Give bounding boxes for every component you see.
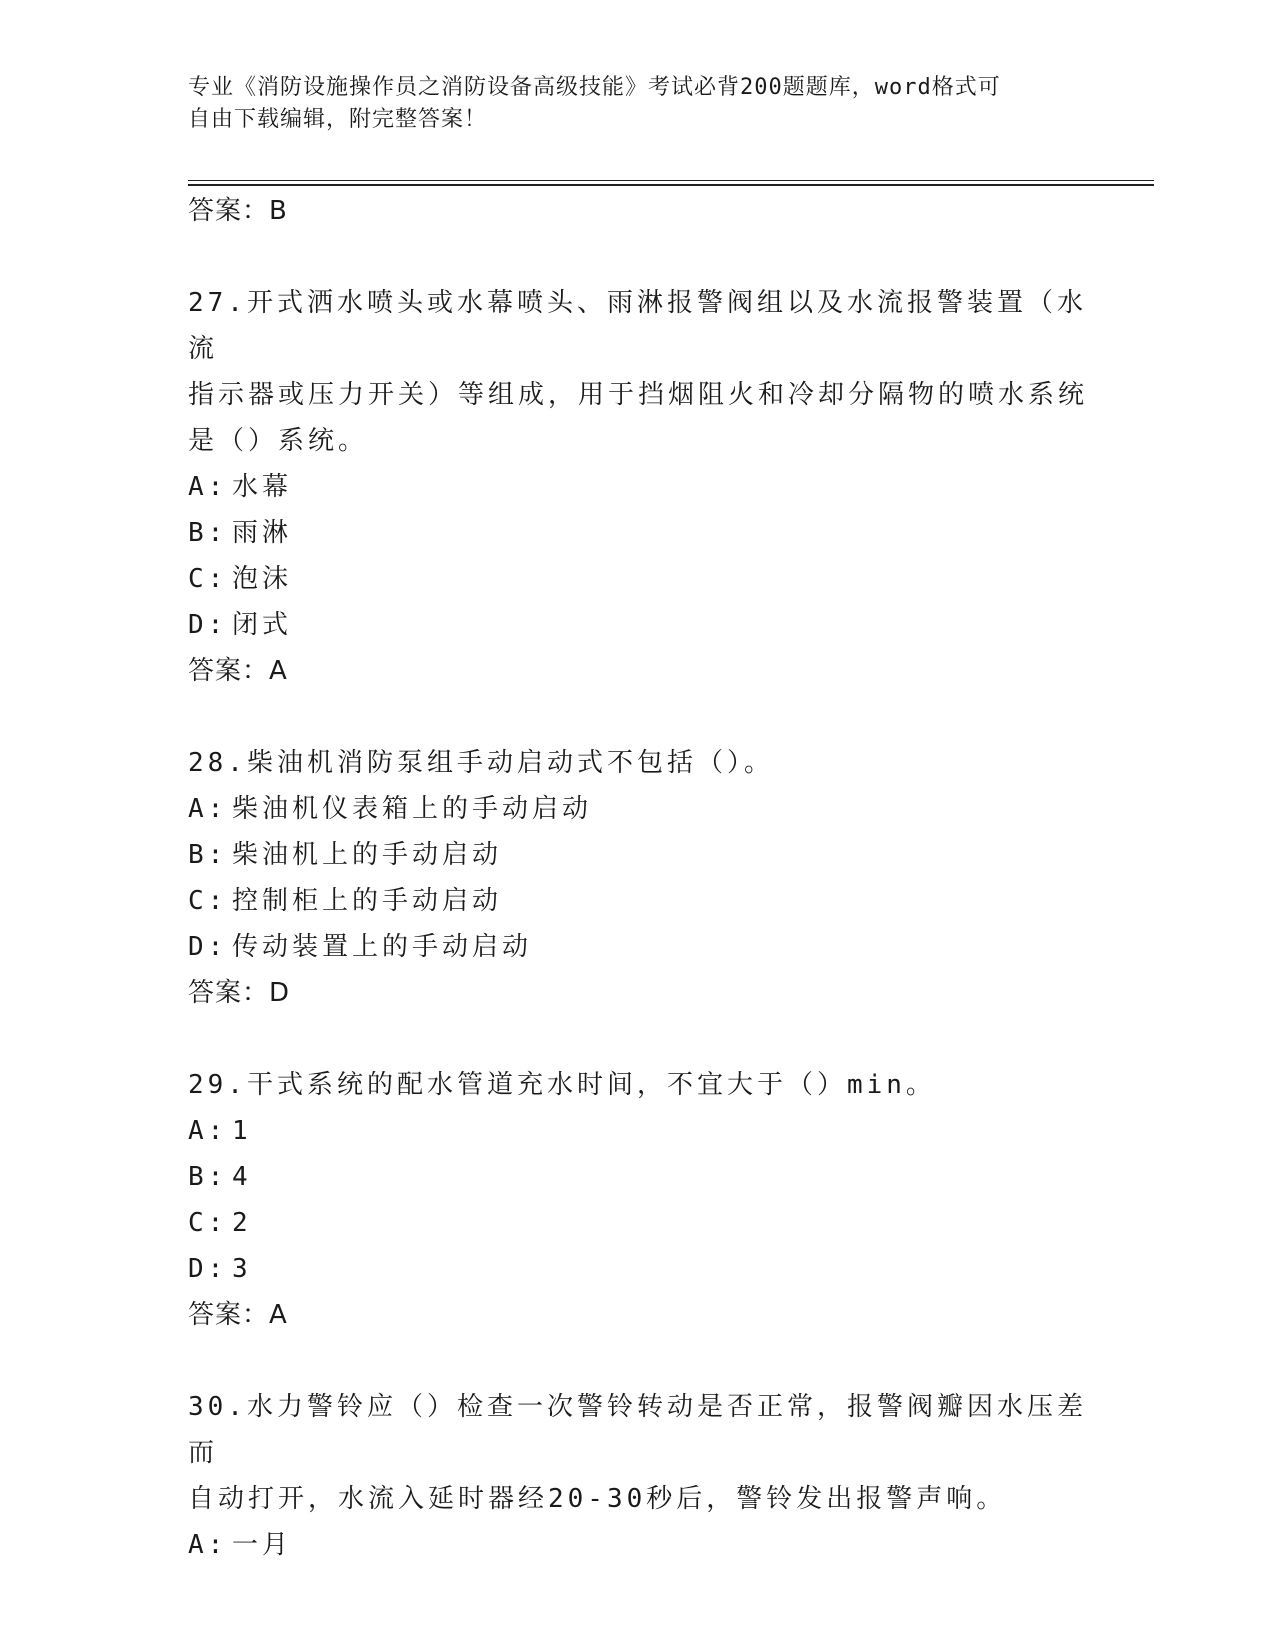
option-text: 泡沫 bbox=[232, 564, 293, 594]
option-text: 闭式 bbox=[232, 610, 293, 640]
answer: 答案：A bbox=[188, 1300, 288, 1330]
answer: 答案：A bbox=[188, 656, 288, 686]
option-d bbox=[188, 924, 1088, 970]
option-text: 一月 bbox=[232, 1530, 293, 1560]
option-letter: C: bbox=[188, 1208, 228, 1238]
document-header bbox=[188, 72, 1088, 136]
option-text: 2 bbox=[232, 1208, 252, 1238]
question-stem-line: 指示器或压力开关）等组成，用于挡烟阻火和冷却分隔物的喷水系统 bbox=[188, 380, 1089, 410]
option-a bbox=[188, 1522, 1088, 1568]
header-divider-thick bbox=[188, 184, 1154, 186]
question-27 bbox=[188, 280, 1088, 694]
option-b bbox=[188, 832, 1088, 878]
option-text: 3 bbox=[232, 1254, 252, 1284]
option-text: 4 bbox=[232, 1162, 252, 1192]
option-b bbox=[188, 1154, 1088, 1200]
question-stem-line: 28.柴油机消防泵组手动启动式不包括（）。 bbox=[188, 748, 774, 778]
option-letter: C: bbox=[188, 564, 228, 594]
header-line-1: 专业《消防设施操作员之消防设备高级技能》考试必背200题题库，word格式可 bbox=[188, 75, 1001, 100]
option-letter: D: bbox=[188, 1254, 228, 1284]
option-letter: B: bbox=[188, 518, 228, 548]
question-list bbox=[188, 188, 1088, 1568]
option-letter: A: bbox=[188, 472, 228, 502]
option-d bbox=[188, 602, 1088, 648]
question-stem-line: 30.水力警铃应（）检查一次警铃转动是否正常，报警阀瓣因水压差而 bbox=[188, 1392, 1087, 1468]
option-letter: A: bbox=[188, 794, 228, 824]
header-divider-thin bbox=[188, 180, 1154, 181]
option-text: 柴油机上的手动启动 bbox=[232, 840, 503, 870]
option-text: 柴油机仪表箱上的手动启动 bbox=[232, 794, 593, 824]
option-letter: A: bbox=[188, 1116, 228, 1146]
question-stem-line: 27.开式洒水喷头或水幕喷头、雨淋报警阀组以及水流报警装置（水流 bbox=[188, 288, 1087, 364]
question-29 bbox=[188, 1062, 1088, 1338]
option-a bbox=[188, 1108, 1088, 1154]
option-text: 控制柜上的手动启动 bbox=[232, 886, 503, 916]
question-stem-line: 29.干式系统的配水管道充水时间，不宜大于（）min。 bbox=[188, 1070, 936, 1100]
question-30 bbox=[188, 1384, 1088, 1568]
option-text: 水幕 bbox=[232, 472, 293, 502]
option-text: 传动装置上的手动启动 bbox=[232, 932, 533, 962]
option-c bbox=[188, 878, 1088, 924]
option-a bbox=[188, 786, 1088, 832]
answer: 答案：D bbox=[188, 978, 291, 1008]
question-stem-line: 自动打开，水流入延时器经20-30秒后，警铃发出报警声响。 bbox=[188, 1484, 1007, 1514]
option-letter: D: bbox=[188, 932, 228, 962]
option-letter: C: bbox=[188, 886, 228, 916]
option-letter: B: bbox=[188, 840, 228, 870]
question-stem-line: 是（）系统。 bbox=[188, 426, 369, 456]
option-b bbox=[188, 510, 1088, 556]
option-text: 雨淋 bbox=[232, 518, 293, 548]
option-c bbox=[188, 556, 1088, 602]
option-c bbox=[188, 1200, 1088, 1246]
option-d bbox=[188, 1246, 1088, 1292]
option-letter: A: bbox=[188, 1530, 228, 1560]
option-letter: D: bbox=[188, 610, 228, 640]
option-letter: B: bbox=[188, 1162, 228, 1192]
option-a bbox=[188, 464, 1088, 510]
option-text: 1 bbox=[232, 1116, 252, 1146]
header-line-2: 自由下载编辑，附完整答案！ bbox=[188, 107, 488, 132]
question-28 bbox=[188, 740, 1088, 1016]
previous-answer: 答案：B bbox=[188, 196, 288, 226]
